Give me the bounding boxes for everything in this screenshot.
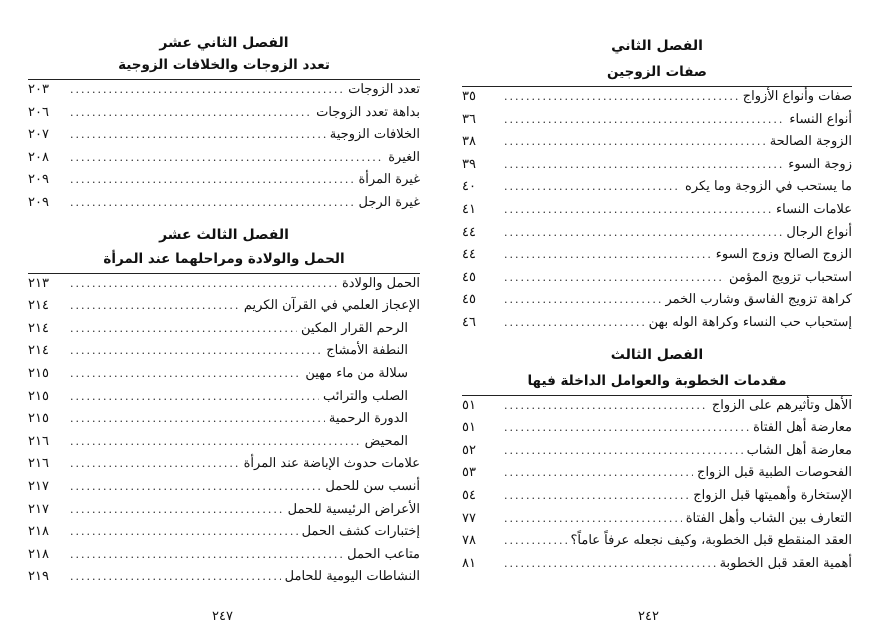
entry-title: الرحم القرار المكين	[301, 320, 408, 336]
dot-leader	[504, 534, 567, 547]
divider	[462, 86, 852, 87]
entry-page-number: ٤١	[462, 201, 476, 217]
entry-title: علامات حدوث الإباضة عند المرأة	[243, 456, 420, 472]
toc-entry	[28, 502, 420, 525]
toc-entry	[462, 270, 852, 293]
entry-page-number: ٤٤	[462, 224, 476, 240]
entry-title: أهمية العقد قبل الخطوبة	[719, 555, 852, 571]
entry-page-number: ٢١٧	[28, 501, 49, 517]
dot-leader	[70, 106, 312, 119]
entry-title: العقد المنقطع قبل الخطوبة، وكيف نجعله عرفاً عاماً؟	[570, 533, 852, 549]
page-number: ٢٤٧	[212, 609, 233, 624]
entry-page-number: ٢١٤	[28, 320, 49, 336]
toc-entry	[462, 292, 852, 315]
entry-page-number: ٥١	[462, 420, 476, 436]
toc-entry	[28, 321, 420, 344]
entry-title: الزوجة الصالحة	[769, 134, 852, 150]
dot-leader	[70, 503, 284, 516]
dot-leader	[70, 390, 319, 403]
entry-title: النشاطات اليومية للحامل	[284, 569, 420, 585]
entry-page-number: ٢١٩	[28, 569, 49, 585]
entry-page-number: ٢٠٨	[28, 149, 49, 165]
toc-entry	[28, 366, 420, 389]
chapter-subheading: مقدمات الخطوبة والعوامل الداخلة فيها	[527, 372, 787, 389]
entry-page-number: ٨١	[462, 555, 476, 571]
dot-leader	[70, 322, 297, 335]
entry-page-number: ٥٤	[462, 487, 476, 503]
dot-leader	[504, 512, 682, 525]
toc-entry	[462, 134, 852, 157]
dot-leader	[70, 525, 298, 538]
toc-entry	[462, 179, 852, 202]
entry-page-number: ٢٠٧	[28, 127, 49, 143]
dot-leader	[504, 135, 766, 148]
entry-title: الإستخارة وأهميتها قبل الزواج	[693, 487, 852, 503]
entry-title: أنسب سن للحمل	[325, 478, 420, 494]
dot-leader	[504, 421, 749, 434]
chapter-subheading: صفات الزوجين	[607, 64, 707, 80]
entry-title: الأهل وتأثيرهم على الزواج	[711, 397, 852, 413]
dot-leader	[504, 226, 782, 239]
toc-entry	[28, 547, 420, 570]
entry-page-number: ٣٩	[462, 156, 476, 172]
dot-leader	[504, 180, 681, 193]
entry-title: الحمل والولادة	[341, 275, 420, 291]
chapter-subheading: الحمل والولادة ومراحلهما عند المرأة	[103, 250, 345, 267]
page-number: ٢٤٢	[638, 609, 659, 624]
toc-entry	[28, 172, 420, 195]
dot-leader	[70, 412, 325, 425]
entry-page-number: ٧٨	[462, 533, 476, 549]
dot-leader	[504, 444, 743, 457]
toc-entry	[462, 488, 852, 511]
toc-entry	[28, 434, 420, 457]
entry-page-number: ٥٣	[462, 465, 476, 481]
entry-title: النطفة الأمشاج	[326, 343, 408, 359]
entry-title: أنواع النساء	[789, 111, 852, 127]
entry-title: الفحوصات الطبية قبل الزواج	[697, 465, 852, 481]
toc-entry	[462, 315, 852, 338]
entry-title: الخلافات الزوجية	[329, 127, 420, 143]
entry-title: متاعب الحمل	[347, 546, 420, 562]
dot-leader	[70, 435, 361, 448]
toc-list	[462, 398, 852, 579]
entry-page-number: ٤٦	[462, 314, 476, 330]
entry-page-number: ٧٧	[462, 510, 476, 526]
entry-title: صفات وأنواع الأزواج	[742, 89, 852, 104]
entry-page-number: ٢١٥	[28, 411, 49, 427]
entry-page-number: ٢١٥	[28, 365, 49, 381]
dot-leader	[504, 557, 716, 570]
toc-entry	[28, 411, 420, 434]
entry-title: الصلب والترائب	[323, 388, 408, 404]
toc-entry	[28, 82, 420, 105]
entry-page-number: ٤٤	[462, 247, 476, 263]
dot-leader	[70, 83, 344, 96]
entry-page-number: ٣٦	[462, 111, 476, 127]
entry-page-number: ٢٠٩	[28, 194, 49, 210]
entry-title: غيرة المرأة	[358, 172, 420, 188]
toc-entry	[28, 456, 420, 479]
chapter-heading: الفصل الثاني عشر	[159, 35, 289, 51]
dot-leader	[70, 173, 354, 186]
toc-entry	[462, 443, 852, 466]
toc-entry	[28, 479, 420, 502]
toc-entry	[462, 247, 852, 270]
toc-page-right	[462, 0, 852, 640]
toc-entry	[28, 524, 420, 547]
entry-title: معارضة أهل الفتاة	[753, 420, 852, 436]
entry-title: الغيرة	[388, 149, 420, 165]
entry-title: إختبارات كشف الحمل	[301, 524, 420, 540]
entry-title: التعارف بين الشاب وأهل الفتاة	[685, 510, 852, 526]
entry-title: زوجة السوء	[788, 156, 852, 172]
entry-title: الزوج الصالح وزوج السوء	[715, 247, 852, 263]
toc-entry	[28, 298, 420, 321]
dot-leader	[504, 113, 785, 126]
entry-page-number: ٥٢	[462, 442, 476, 458]
divider	[28, 79, 420, 80]
dot-leader	[504, 293, 661, 306]
entry-page-number: ٢١٨	[28, 524, 49, 540]
dot-leader	[504, 158, 784, 171]
dot-leader	[504, 90, 739, 103]
toc-entry	[28, 276, 420, 299]
toc-entry	[28, 127, 420, 150]
entry-title: استحباب تزويج المؤمن	[729, 269, 852, 285]
toc-entry	[28, 150, 420, 173]
entry-title: ما يستحب في الزوجة وما يكره	[685, 179, 852, 195]
toc-entry	[462, 398, 852, 421]
entry-page-number: ٢٠٦	[28, 104, 49, 120]
dot-leader	[504, 316, 645, 329]
entry-title: الدورة الرحمية	[328, 411, 408, 427]
toc-entry	[28, 569, 420, 592]
entry-title: أنواع الرجال	[786, 224, 852, 240]
toc-page-left	[28, 0, 420, 640]
entry-page-number: ٢١٣	[28, 275, 49, 291]
dot-leader	[70, 277, 338, 290]
entry-page-number: ٢١٤	[28, 298, 49, 314]
entry-title: معارضة أهل الشاب	[746, 442, 852, 458]
entry-page-number: ٥١	[462, 397, 476, 413]
toc-entry	[28, 195, 420, 218]
dot-leader	[70, 299, 240, 312]
dot-leader	[70, 344, 322, 357]
entry-title: تعدد الزوجات	[348, 82, 420, 97]
dot-leader	[70, 480, 321, 493]
dot-leader	[70, 570, 281, 583]
dot-leader	[70, 128, 326, 141]
toc-entry	[462, 157, 852, 180]
toc-entry	[462, 89, 852, 112]
entry-title: المحيض	[364, 433, 408, 449]
entry-page-number: ٢١٦	[28, 433, 49, 449]
entry-page-number: ٢٠٣	[28, 82, 49, 97]
dot-leader	[70, 457, 240, 470]
dot-leader	[70, 548, 343, 561]
toc-entry	[28, 343, 420, 366]
dot-leader	[504, 466, 693, 479]
entry-page-number: ٤٠	[462, 179, 476, 195]
dot-leader	[70, 367, 301, 380]
entry-title: الأعراض الرئيسية للحمل	[287, 501, 420, 517]
entry-title: بداهة تعدد الزوجات	[316, 104, 420, 120]
chapter-subheading: تعدد الزوجات والخلافات الزوجية	[118, 57, 330, 73]
entry-page-number: ٢١٦	[28, 456, 49, 472]
toc-entry	[462, 112, 852, 135]
entry-title: كراهة تزويج الفاسق وشارب الخمر	[665, 292, 852, 308]
dot-leader	[504, 203, 772, 216]
dot-leader	[504, 399, 708, 412]
dot-leader	[504, 271, 725, 284]
toc-entry	[462, 533, 852, 556]
entry-title: سلالة من ماء مهين	[305, 365, 408, 381]
chapter-heading: الفصل الثالث	[610, 346, 704, 363]
chapter-heading: الفصل الثاني	[611, 38, 703, 54]
entry-page-number: ٢١٤	[28, 343, 49, 359]
entry-title: الإعجاز العلمي في القرآن الكريم	[243, 298, 420, 314]
toc-entry	[462, 202, 852, 225]
toc-entry	[28, 389, 420, 412]
entry-page-number: ٤٥	[462, 292, 476, 308]
toc-entry	[462, 420, 852, 443]
entry-page-number: ٢١٥	[28, 388, 49, 404]
toc-entry	[462, 511, 852, 534]
dot-leader	[504, 489, 689, 502]
dot-leader	[70, 151, 384, 164]
dot-leader	[504, 248, 712, 261]
entry-page-number: ٢٠٩	[28, 172, 49, 188]
toc-list	[28, 276, 420, 592]
entry-title: إستحباب حب النساء وكراهة الوله بهن	[648, 314, 852, 330]
toc-entry	[462, 465, 852, 488]
divider	[28, 273, 420, 274]
entry-page-number: ٣٥	[462, 89, 476, 104]
toc-entry	[462, 556, 852, 579]
chapter-heading: الفصل الثالث عشر	[159, 226, 289, 243]
toc-list	[462, 89, 852, 338]
toc-entry	[462, 225, 852, 248]
entry-page-number: ٢١٨	[28, 546, 49, 562]
toc-list	[28, 82, 420, 218]
entry-title: علامات النساء	[776, 201, 852, 217]
toc-entry	[28, 105, 420, 128]
entry-page-number: ٢١٧	[28, 478, 49, 494]
dot-leader	[70, 196, 355, 209]
entry-title: غيرة الرجل	[358, 194, 420, 210]
entry-page-number: ٤٥	[462, 269, 476, 285]
divider	[462, 395, 852, 396]
entry-page-number: ٣٨	[462, 134, 476, 150]
